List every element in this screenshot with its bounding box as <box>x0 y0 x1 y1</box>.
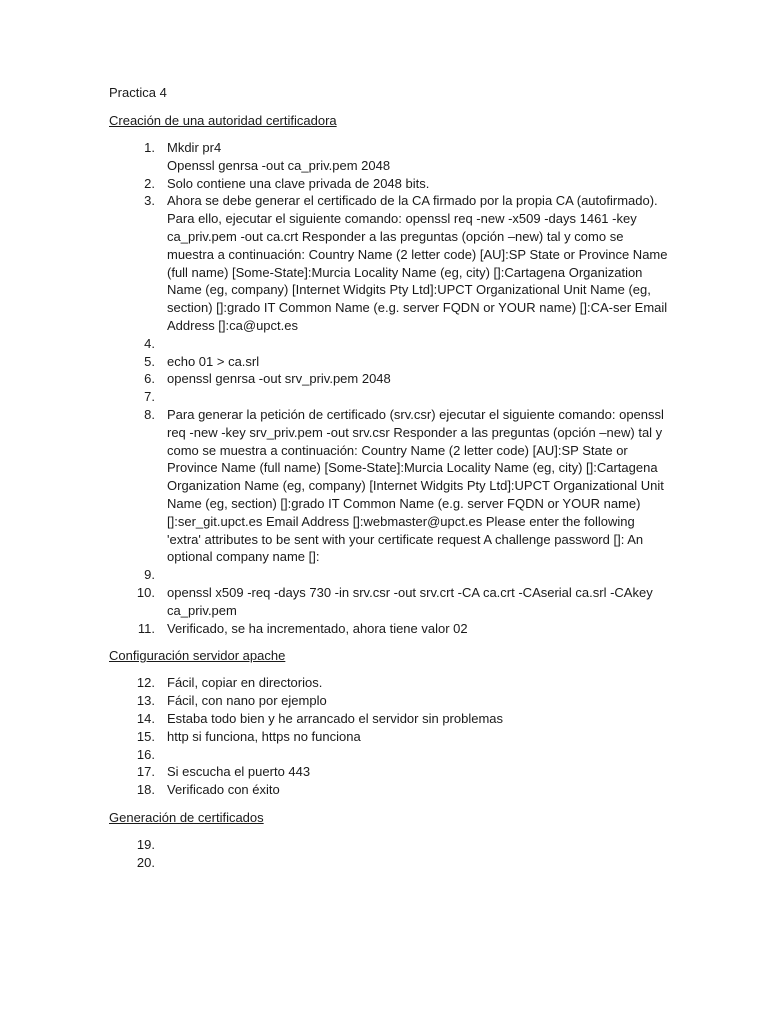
item-number-text: 8. <box>144 406 155 422</box>
item-number <box>109 192 155 334</box>
item-text: Fácil, copiar en directorios. <box>167 675 323 691</box>
item-text: openssl genrsa -out srv_priv.pem 2048 <box>167 371 391 387</box>
item-text <box>155 566 669 584</box>
item-text: Ahora se debe generar el certificado de la CA firmado por la propia CA (autofirmado). Para ello, ejecutar el siguiente comando: openssl req -new -x509 -days 1461 -key ca_priv.pem -out ca.crt Responder a las preguntas (opción –new) tal y como se muestra a continuación: Country Name (2 letter code) [AU]:SP State or Province Name (full name) [Some-State]:Murcia Locality Name (eg, city) []:Cartagena Organization Name (eg, company) [Internet Widgits Pty Ltd]:UPCT Organizational Unit Name (eg, section) []:grado IT Common Name (e.g. server FQDN or YOUR name) []:CA-ser Email Address []:ca@upct.es <box>167 193 668 333</box>
item-number <box>109 353 155 371</box>
item-number <box>109 335 155 353</box>
item-number <box>109 854 155 872</box>
list-item <box>109 854 669 872</box>
list-item <box>109 139 669 175</box>
list-item <box>109 781 669 799</box>
item-text: Mkdir pr4 Openssl genrsa -out ca_priv.pem 2048 <box>167 140 391 173</box>
item-number-text: 18. <box>136 782 155 798</box>
list-item <box>109 566 669 584</box>
item-number <box>109 370 155 388</box>
item-number-text: 5. <box>144 353 155 369</box>
item-number-text: 20. <box>136 854 155 870</box>
list-item <box>109 763 669 781</box>
item-number-text: 9. <box>144 567 155 583</box>
item-number <box>109 746 155 764</box>
item-number <box>109 584 155 620</box>
item-number-text: 16. <box>136 746 155 762</box>
item-number <box>109 710 155 728</box>
item-text: Verificado, se ha incrementado, ahora tiene valor 02 <box>167 620 468 636</box>
list-item <box>109 370 669 388</box>
item-number <box>109 139 155 175</box>
item-number-text: 12. <box>136 675 155 691</box>
list-item <box>109 692 669 710</box>
item-number <box>109 674 155 692</box>
list-item <box>109 388 669 406</box>
list-item <box>109 335 669 353</box>
item-number <box>109 388 155 406</box>
item-number-text: 11. <box>137 620 155 636</box>
step-list <box>109 836 669 872</box>
item-text: Verificado con éxito <box>167 782 280 798</box>
list-item <box>109 674 669 692</box>
list-item <box>109 710 669 728</box>
document-page <box>109 84 669 881</box>
item-number <box>109 692 155 710</box>
step-list <box>109 674 669 799</box>
item-number-text: 1. <box>144 140 155 155</box>
list-item <box>109 746 669 764</box>
item-number-text: 6. <box>144 371 155 387</box>
list-item <box>109 353 669 371</box>
item-number <box>109 175 155 193</box>
item-text: Solo contiene una clave privada de 2048 bits. <box>167 175 430 191</box>
section-heading: Configuración servidor apache <box>109 648 286 664</box>
list-item <box>109 836 669 854</box>
item-text <box>155 836 669 854</box>
section-heading: Creación de una autoridad certificadora <box>109 113 337 128</box>
step-list <box>109 139 669 637</box>
item-number <box>109 728 155 746</box>
document-title: Practica 4 <box>109 85 167 100</box>
item-text: Si escucha el puerto 443 <box>167 764 311 780</box>
item-text: Para generar la petición de certificado (srv.csr) ejecutar el siguiente comando: openssl req -new -key srv_priv.pem -out srv.csr Responder a las preguntas (opción –new) tal y como se muestra a continuación: Country Name (2 letter code) [AU]:SP State or Province Name (full name) [Some-State]:Murcia Locality Name (eg, city) []:Cartagena Organization Name (eg, company) [Internet Widgits Pty Ltd]:UPCT Organizational Unit Name (eg, section) []:grado IT Common Name (e.g. server FQDN or YOUR name) []:ser_git.upct.es Email Address []:webmaster@upct.es Please enter the following 'extra' attributes to be sent with your certificate request A challenge password []: An optional company name []: <box>167 406 664 565</box>
item-number <box>109 406 155 566</box>
list-item <box>109 728 669 746</box>
item-text <box>155 854 669 872</box>
list-item <box>109 406 669 566</box>
item-number-text: 19. <box>136 836 155 852</box>
item-text: Estaba todo bien y he arrancado el servidor sin problemas <box>167 710 504 726</box>
list-item <box>109 620 669 638</box>
item-number-text: 14. <box>136 710 155 726</box>
item-number-text: 2. <box>144 175 155 191</box>
section-heading: Generación de certificados <box>109 809 264 825</box>
item-number <box>109 781 155 799</box>
item-number-text: 17. <box>136 764 155 780</box>
item-number-text: 4. <box>144 335 155 351</box>
item-number-text: 15. <box>136 728 155 744</box>
item-text <box>155 746 669 764</box>
item-number <box>109 566 155 584</box>
item-text: openssl x509 -req -days 730 -in srv.csr -out srv.crt -CA ca.crt -CAserial ca.srl -CAkey ca_priv.pem <box>167 584 653 618</box>
item-number <box>109 836 155 854</box>
item-number <box>109 763 155 781</box>
document-body <box>109 112 669 871</box>
item-number-text: 10. <box>136 584 155 600</box>
item-number <box>109 620 155 638</box>
list-item <box>109 192 669 334</box>
item-number-text: 3. <box>144 193 155 209</box>
item-text <box>155 335 669 353</box>
item-number-text: 7. <box>144 389 155 405</box>
list-item <box>109 175 669 193</box>
item-number-text: 13. <box>136 693 155 709</box>
item-text <box>155 388 669 406</box>
item-text: Fácil, con nano por ejemplo <box>167 693 327 709</box>
list-item <box>109 584 669 620</box>
item-text: http si funciona, https no funciona <box>167 728 361 744</box>
item-text: echo 01 > ca.srl <box>167 353 260 369</box>
